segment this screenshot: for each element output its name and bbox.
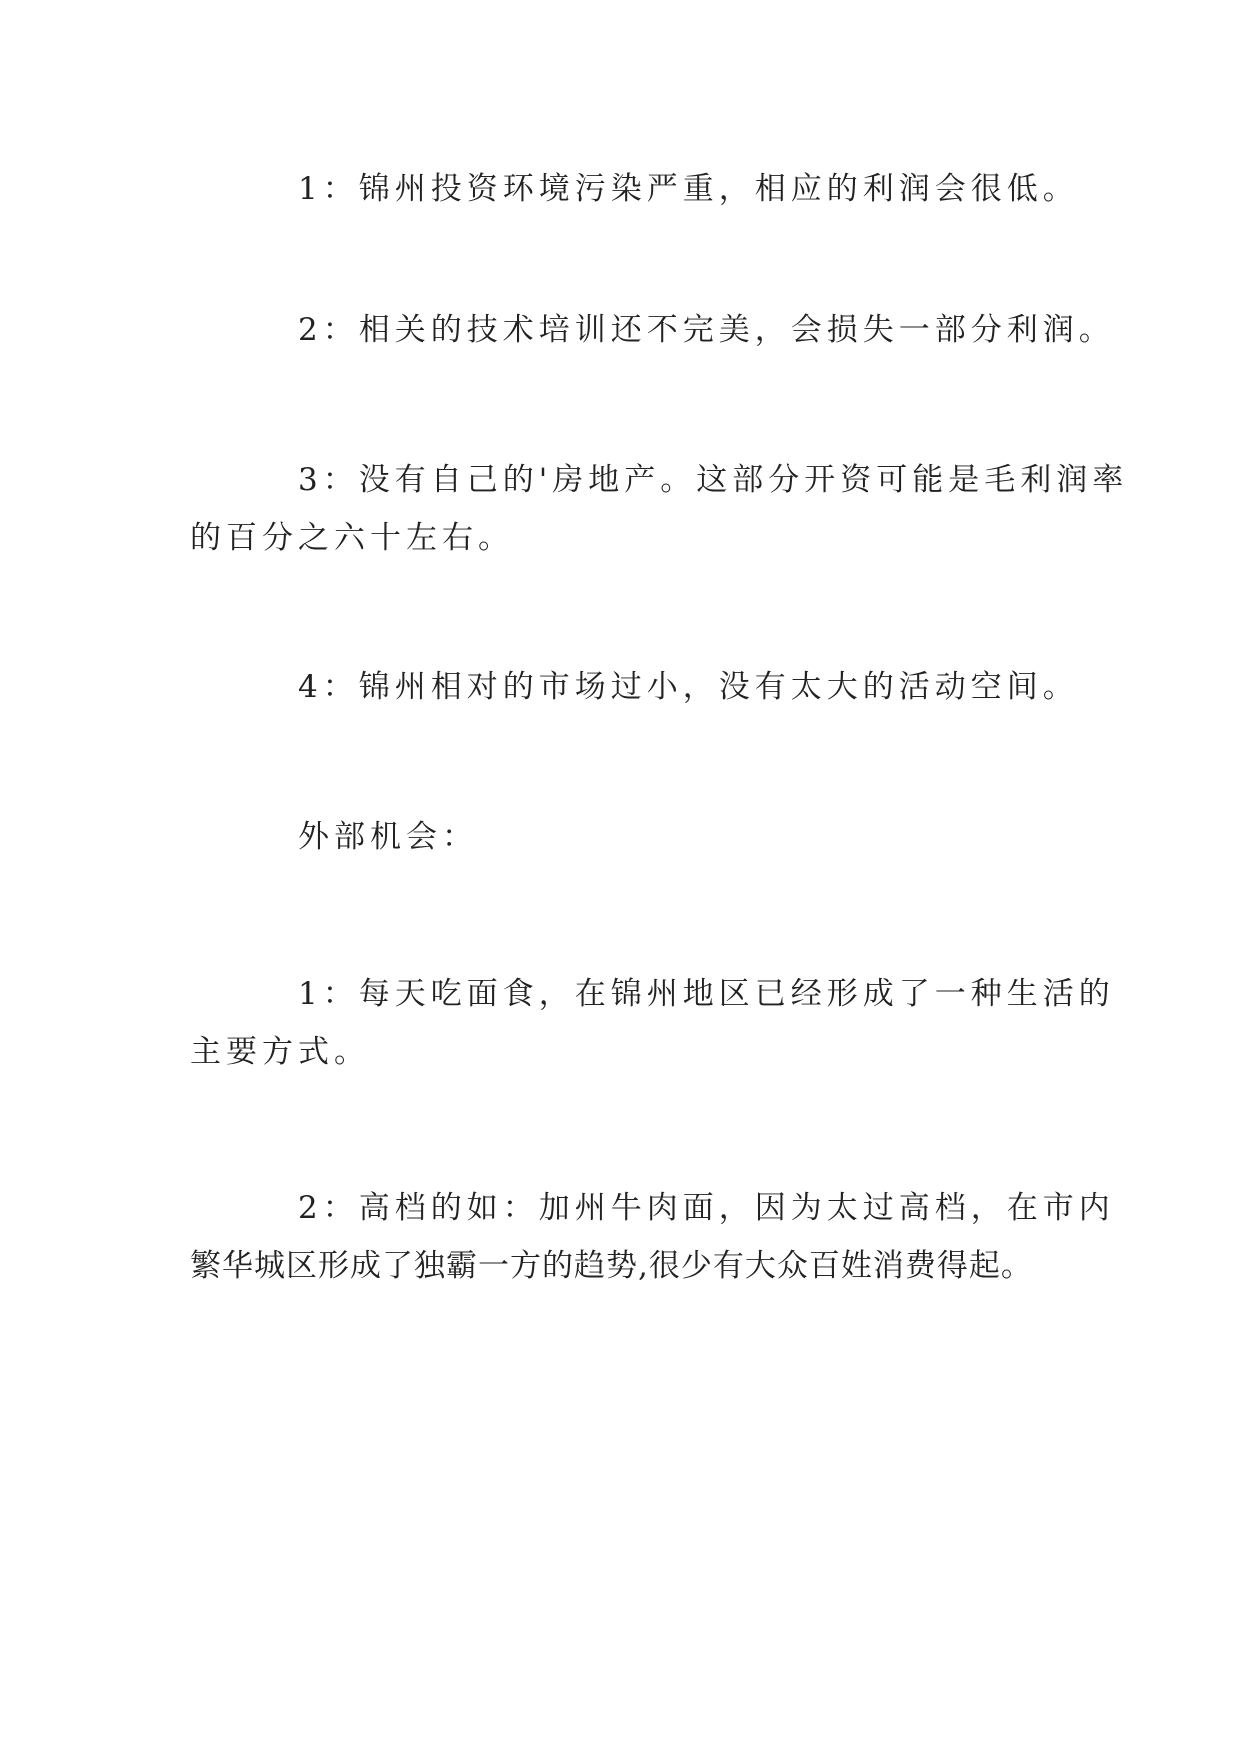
paragraph-opportunity-2 bbox=[190, 1179, 1115, 1295]
paragraph-opportunity-1 bbox=[190, 965, 1115, 1081]
paragraph-line: 主要方式。 bbox=[190, 1034, 370, 1070]
paragraph-weakness-1 bbox=[190, 160, 1079, 218]
paragraph-line: 2：相关的技术培训还不完美，会损失一部分利润。 bbox=[298, 312, 1115, 348]
paragraph-weakness-3 bbox=[190, 451, 1129, 567]
section-heading: 外部机会： bbox=[298, 819, 478, 855]
paragraph-line: 1：每天吃面食，在锦州地区已经形成了一种生活的 bbox=[298, 976, 1115, 1012]
paragraph-weakness-2 bbox=[190, 301, 1115, 359]
paragraph-line: 1：锦州投资环境污染严重，相应的利润会很低。 bbox=[298, 171, 1079, 207]
paragraph-line: 的百分之六十左右。 bbox=[190, 520, 514, 556]
paragraph-line: 3：没有自己的'房地产。这部分开资可能是毛利润率 bbox=[298, 462, 1129, 498]
paragraph-line: 4：锦州相对的市场过小，没有太大的活动空间。 bbox=[298, 669, 1079, 705]
paragraph-weakness-4 bbox=[190, 658, 1079, 716]
paragraph-line: 2：高档的如：加州牛肉面，因为太过高档，在市内 bbox=[298, 1190, 1115, 1226]
section-heading-opportunities bbox=[190, 808, 1052, 866]
paragraph-line: 繁华城区形成了独霸一方的趋势,很少有大众百姓消费得起。 bbox=[190, 1248, 1033, 1284]
